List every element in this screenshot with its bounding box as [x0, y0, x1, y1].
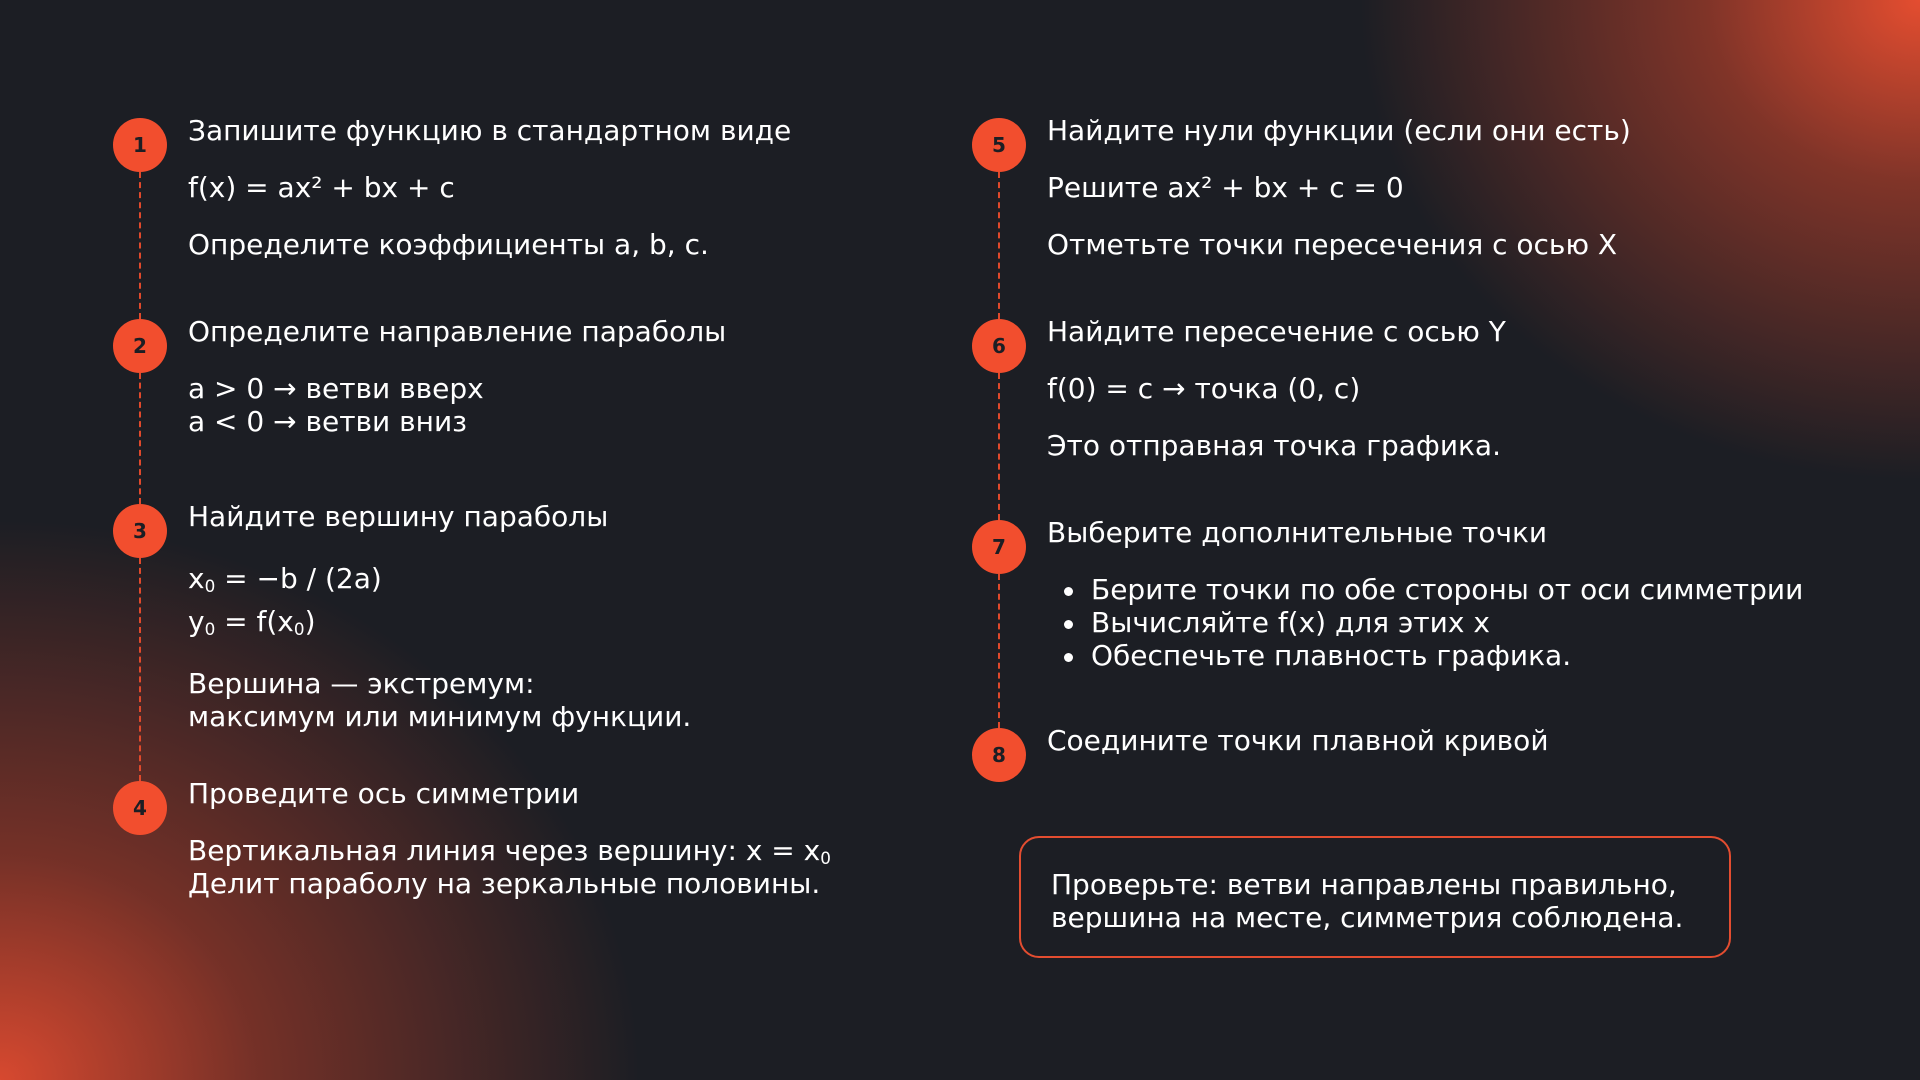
step-number-badge: 8 [972, 728, 1026, 782]
step-line: Делит параболу на зеркальные половины. [188, 867, 821, 900]
step-line: a < 0 → ветви вниз [188, 405, 468, 438]
verification-line: Проверьте: ветви направлены правильно, [1051, 868, 1677, 901]
vertex-y-formula [188, 600, 968, 643]
formula-expr: = f(x [215, 605, 294, 638]
bullet-item: Обеспечьте плавность графика. [1091, 639, 1827, 672]
step-content [1047, 516, 1827, 672]
step-content [1047, 724, 1827, 757]
verification-line: вершина на месте, симметрия соблюдена. [1051, 901, 1684, 934]
step-line: f(0) = c → точка (0, c) [1047, 372, 1361, 405]
step-content [1047, 114, 1827, 261]
step-number-badge: 4 [113, 781, 167, 835]
formula-var: x [188, 562, 205, 595]
verification-box [1019, 836, 1731, 958]
step-content [188, 114, 968, 261]
step-number-badge: 5 [972, 118, 1026, 172]
step-title: Выберите дополнительные точки [1047, 516, 1548, 549]
formula-expr: = −b / (2a) [215, 562, 382, 595]
step-connector-line [139, 558, 141, 781]
step-title: Определите направление параболы [188, 315, 727, 348]
step-title: Запишите функцию в стандартном виде [188, 114, 792, 147]
step-note: Определите коэффициенты a, b, c. [188, 228, 709, 261]
step-line-text: Вертикальная линия через вершину: x = x [188, 834, 821, 867]
bullet-item: Вычисляйте f(x) для этих x [1091, 606, 1827, 639]
step-number-badge: 1 [113, 118, 167, 172]
step-connector-line [998, 172, 1000, 319]
step-title: Найдите вершину параболы [188, 500, 609, 533]
formula-subscript: 0 [820, 848, 831, 869]
step-content [1047, 315, 1827, 462]
step-connector-line [139, 172, 141, 319]
formula-subscript: 0 [204, 576, 216, 597]
formula-expr: ) [304, 605, 316, 638]
step-content [188, 500, 968, 733]
step-number-badge: 6 [972, 319, 1026, 373]
step-note: Вершина — экстремум: [188, 667, 535, 700]
step-number-badge: 2 [113, 319, 167, 373]
step-note: максимум или минимум функции. [188, 700, 692, 733]
step-title: Найдите нули функции (если они есть) [1047, 114, 1631, 147]
bullet-item: Берите точки по обе стороны от оси симметрии [1091, 573, 1827, 606]
bullet-list [1047, 573, 1827, 672]
step-connector-line [998, 373, 1000, 520]
step-content [188, 315, 968, 438]
step-line: Это отправная точка графика. [1047, 429, 1501, 462]
step-line: Решите ax² + bx + c = 0 [1047, 171, 1404, 204]
step-content [188, 777, 968, 900]
step-formula: f(x) = ax² + bx + c [188, 171, 455, 204]
formula-subscript: 0 [204, 619, 216, 640]
vertex-x-formula [188, 557, 968, 600]
step-connector-line [998, 574, 1000, 728]
step-number-badge: 7 [972, 520, 1026, 574]
formula-subscript: 0 [293, 619, 305, 640]
step-line: a > 0 → ветви вверх [188, 372, 484, 405]
step-line: Отметьте точки пересечения с осью X [1047, 228, 1618, 261]
step-line [188, 834, 968, 867]
step-title: Найдите пересечение с осью Y [1047, 315, 1506, 348]
step-title: Соедините точки плавной кривой [1047, 724, 1549, 757]
step-number-badge: 3 [113, 504, 167, 558]
step-connector-line [139, 373, 141, 504]
formula-var: y [188, 605, 205, 638]
step-title: Проведите ось симметрии [188, 777, 580, 810]
